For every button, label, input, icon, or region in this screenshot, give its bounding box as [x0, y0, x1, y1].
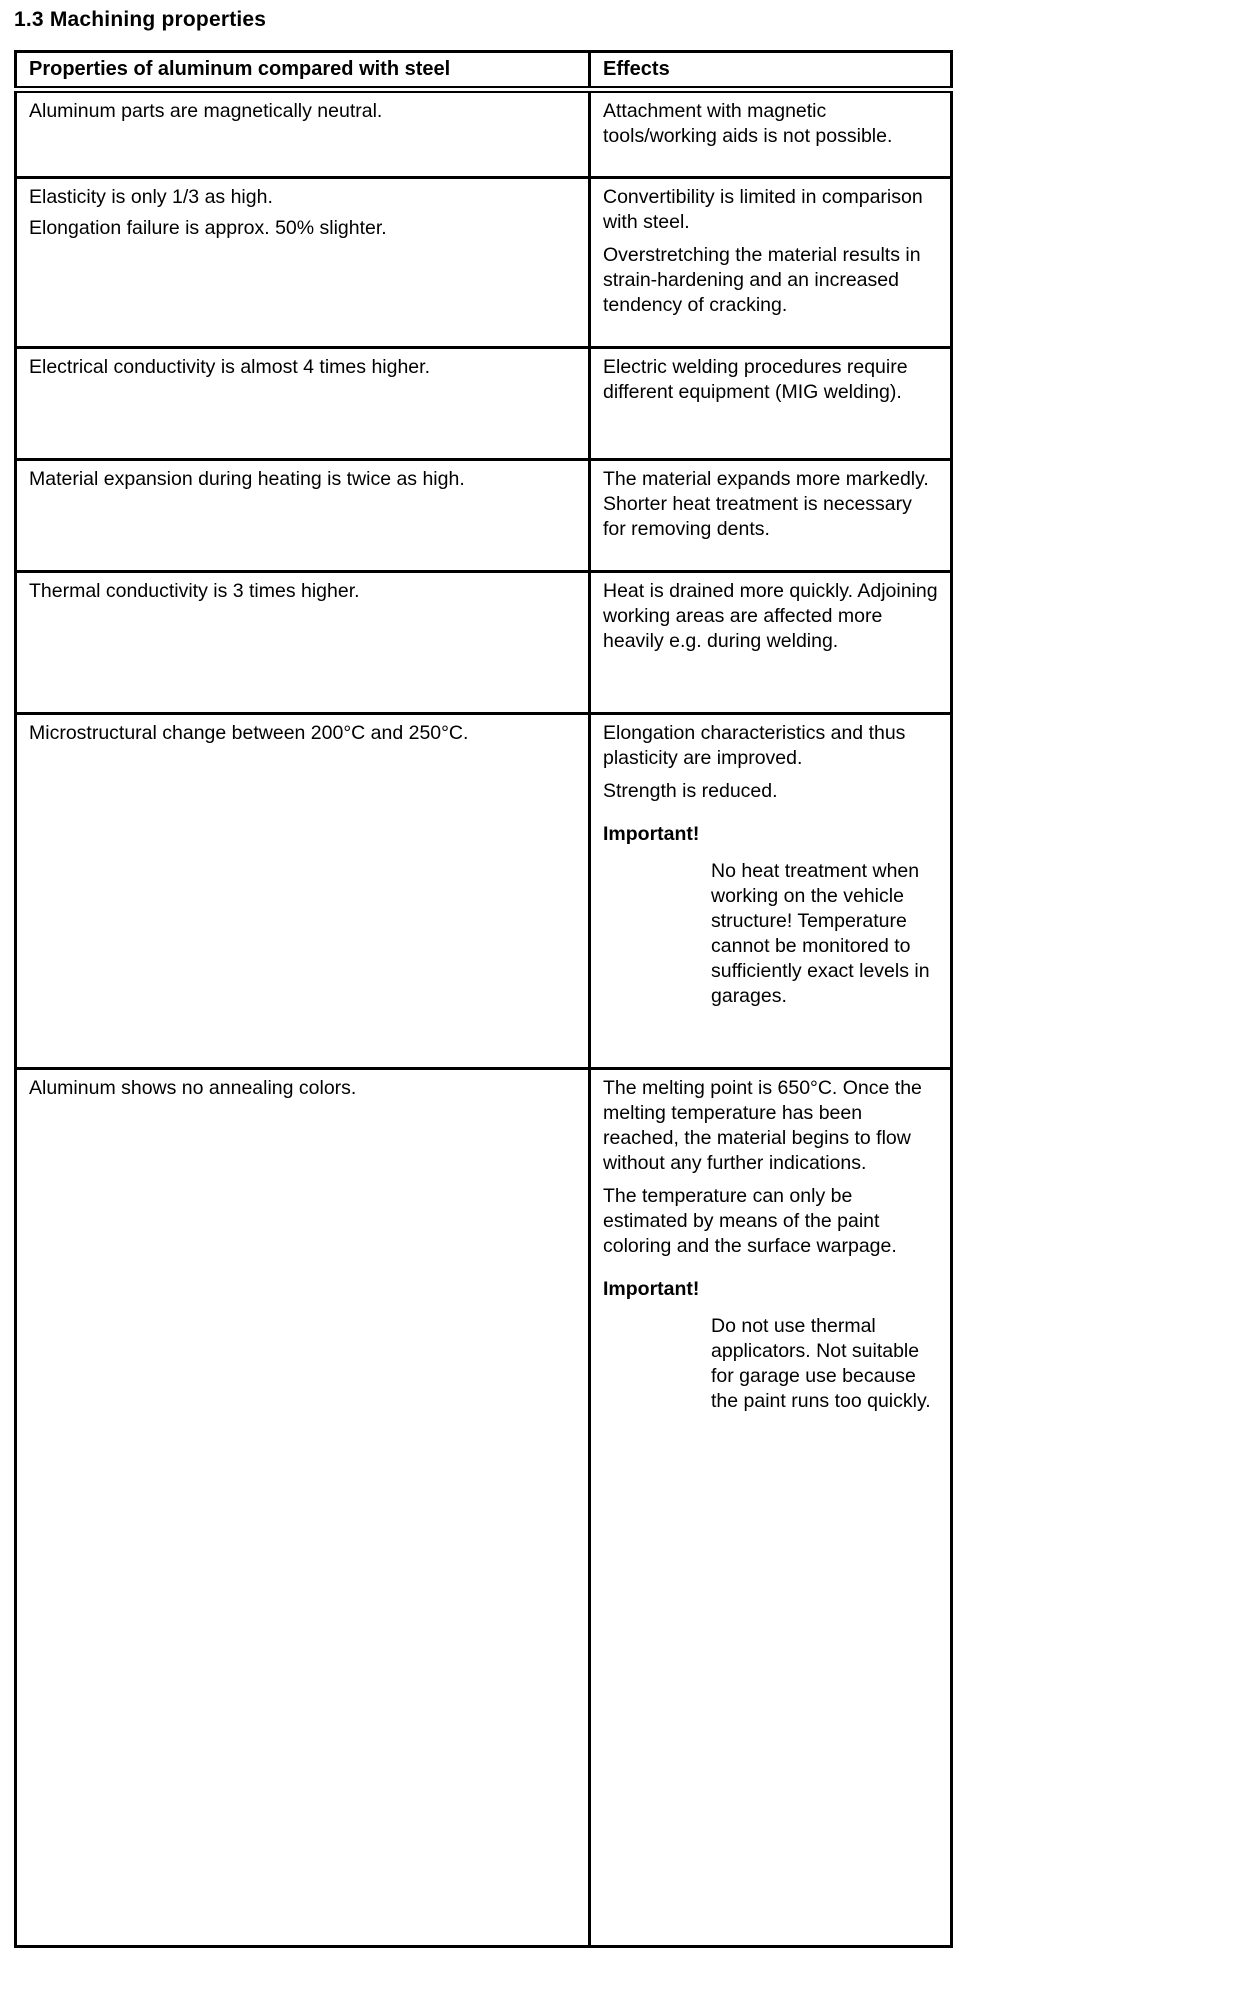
- effects-cell: [590, 1069, 952, 1947]
- effects-cell: [590, 90, 952, 178]
- effects-cell: [590, 460, 952, 572]
- property-text: Elongation failure is approx. 50% slighter.: [29, 217, 387, 239]
- effect-text: The material expands more markedly. Shorter heat treatment is necessary for removing dents.: [603, 468, 929, 540]
- property-text: Thermal conductivity is 3 times higher.: [29, 580, 360, 602]
- important-label: Important!: [603, 823, 700, 845]
- property-cell: [16, 348, 590, 460]
- effect-text: Electric welding procedures require different equipment (MIG welding).: [603, 356, 908, 403]
- table-row: [16, 714, 952, 1069]
- property-cell: [16, 714, 590, 1069]
- important-note: [603, 822, 940, 1009]
- table-row: [16, 460, 952, 572]
- property-cell: [16, 572, 590, 714]
- effect-text: Overstretching the material results in strain-hardening and an increased tendency of cracking.: [603, 244, 921, 316]
- table-header-row: [16, 52, 952, 90]
- property-text: Elasticity is only 1/3 as high.: [29, 186, 273, 208]
- table-row: [16, 572, 952, 714]
- effect-text: Heat is drained more quickly. Adjoining working areas are affected more heavily e.g. during welding.: [603, 580, 938, 652]
- table-body: [16, 90, 952, 1947]
- table-row: [16, 178, 952, 348]
- effect-text: Convertibility is limited in comparison with steel.: [603, 186, 923, 233]
- effect-text: Elongation characteristics and thus plasticity are improved.: [603, 722, 906, 769]
- effects-cell: [590, 572, 952, 714]
- table-row: [16, 90, 952, 178]
- property-cell: [16, 90, 590, 178]
- property-text: Material expansion during heating is twice as high.: [29, 468, 465, 490]
- effect-text: Attachment with magnetic tools/working aids is not possible.: [603, 100, 893, 147]
- column-header-properties: Properties of aluminum compared with steel: [16, 52, 590, 90]
- important-label: Important!: [603, 1278, 700, 1300]
- effect-text: Strength is reduced.: [603, 780, 778, 802]
- property-cell: [16, 460, 590, 572]
- effects-cell: [590, 714, 952, 1069]
- effect-text: The temperature can only be estimated by means of the paint coloring and the surface warpage.: [603, 1185, 897, 1257]
- table-row: [16, 348, 952, 460]
- table-row: [16, 1069, 952, 1947]
- properties-table: [14, 50, 953, 1948]
- important-text: Do not use thermal applicators. Not suitable for garage use because the paint runs too quickly.: [711, 1315, 931, 1412]
- property-cell: [16, 1069, 590, 1947]
- important-note: [603, 1277, 940, 1414]
- property-text: Aluminum parts are magnetically neutral.: [29, 100, 383, 122]
- effects-cell: [590, 348, 952, 460]
- section-title: 1.3 Machining properties: [14, 8, 267, 31]
- column-header-effects: Effects: [590, 52, 952, 90]
- property-text: Electrical conductivity is almost 4 times higher.: [29, 356, 430, 378]
- property-text: Microstructural change between 200°C and 250°C.: [29, 722, 469, 744]
- effect-text: The melting point is 650°C. Once the melting temperature has been reached, the material begins to flow without any further indications.: [603, 1077, 922, 1174]
- property-cell: [16, 178, 590, 348]
- effects-cell: [590, 178, 952, 348]
- property-text: Aluminum shows no annealing colors.: [29, 1077, 357, 1099]
- important-text: No heat treatment when working on the vehicle structure! Temperature cannot be monitored to sufficiently exact levels in garages.: [711, 860, 930, 1007]
